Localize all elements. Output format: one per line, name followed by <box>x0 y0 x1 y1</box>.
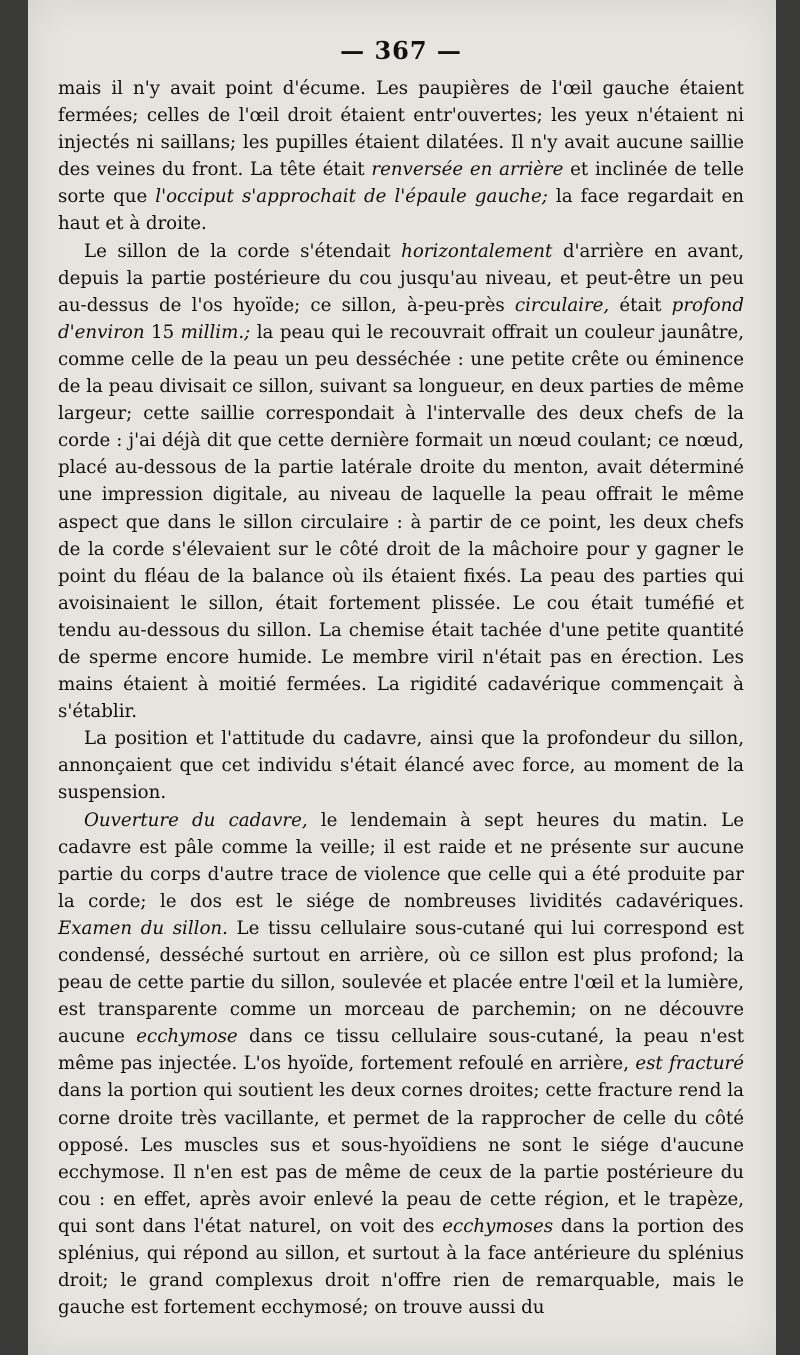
text-run: dans la portion qui soutient les deux cornes droites; cette fracture rend la corne droite très vacillante, et permet de la rapprocher de celle du côté opposé. Les muscles sus et sous-hyoïdiens ne sont le siége d'aucune ecchymose. Il n'en est pas de même de ceux de la partie postérieure du cou : en effet, après avoir enlevé la peau de cette région, et le trapèze, qui sont dans l'état naturel, on voit des <box>58 1080 744 1237</box>
text-run: dans ce tissu cellulaire sous-cutané, la peau n'est même pas injectée. L'os hyoïde, fortement refoulé en arrière, <box>58 1026 745 1075</box>
text-run: et inclinée de telle sorte que <box>58 159 744 208</box>
text-run: Le tissu cellulaire sous-cutané qui lui correspond est condensé, desséché surtout en arrière, où ce sillon est plus profond; la peau de cette partie du sillon, soulevée et placée entre l'œil et la lumière, est transparente comme un morceau de parchemin; on ne découvre aucune <box>58 917 745 1048</box>
italic-text: profond d'environ <box>58 294 744 343</box>
paragraph <box>58 75 744 238</box>
italic-text: est fracturé <box>635 1053 744 1075</box>
italic-text: horizontalement <box>401 240 553 262</box>
page-number: — 367 — <box>340 36 462 65</box>
italic-text: Ouverture du cadavre, <box>84 809 308 831</box>
italic-text: renversée en arrière <box>371 159 564 181</box>
italic-text: l'occiput s'approchait de l'épaule gauche; <box>155 186 548 208</box>
text-run: La position et l'attitude du cadavre, ainsi que la profondeur du sillon, annonçaient que cet individu s'était élancé avec force, au moment de la suspension. <box>58 728 744 804</box>
italic-text: circulaire, <box>514 294 610 316</box>
italic-text: millim.; <box>180 321 251 343</box>
page-content <box>58 28 744 1321</box>
text-run: d'arrière en avant, depuis la partie postérieure du cou jusqu'au niveau, et peut-être un peu au-dessus de l'os hyoïde; ce sillon, à-peu-près <box>58 240 745 316</box>
paragraph <box>58 238 744 726</box>
italic-text: ecchymose <box>136 1026 238 1048</box>
text-run: était <box>609 294 672 316</box>
text-run: la peau qui le recouvrait offrait un couleur jaunâtre, comme celle de la peau un peu desséchée : une petite crête ou éminence de la peau divisait ce sillon, suivant sa longueur, en deux parties de même largeur; cette saillie correspondait à l'intervalle des deux chefs de la corde : j'ai déjà dit que cette dernière formait un nœud coulant; ce nœud, placé au-dessous de la partie latérale droite du menton, avait déterminé une impression digitale, au niveau de laquelle la peau offrait le même aspect que dans le sillon circulaire : à partir de ce point, les deux chefs de la corde s'élevaient sur le côté droit de la mâchoire pour y gagner le point du fléau de la balance où ils étaient fixés. La peau des parties qui avoisinaient le sillon, était fortement plissée. Le cou était tuméfié et tendu au-dessous du sillon. La chemise était tachée d'une petite quantité de sperme encore humide. Le membre viril n'était pas en érection. Les mains étaient à moitié fermées. La rigidité cadavérique commençait à s'établir. <box>58 321 744 723</box>
body-text <box>58 75 744 1321</box>
paragraph <box>58 807 744 1322</box>
text-run: le lendemain à sept heures du matin. Le cadavre est pâle comme la veille; il est raide et ne présente sur aucune partie du corps d'autre trace de violence que celle qui a été produite par la corde; le dos est le siége de nombreuses lividités cadavériques. <box>58 809 744 912</box>
italic-text: Examen du sillon. <box>58 917 228 939</box>
italic-text: ecchymoses <box>442 1215 554 1237</box>
text-run: 15 <box>144 321 181 343</box>
document-page <box>28 0 776 1355</box>
text-run: la face regardait en haut et à droite. <box>58 186 744 235</box>
text-run: dans la portion des splénius, qui répond au sillon, et surtout à la face antérieure du splénius droit; le grand complexus droit n'offre rien de remarquable, mais le gauche est fortement ecchymosé; on trouve aussi du <box>58 1215 744 1319</box>
paragraph <box>58 725 744 806</box>
text-run: mais il n'y avait point d'écume. Les paupières de l'œil gauche étaient fermées; celles de l'œil droit étaient entr'ouvertes; les yeux n'étaient ni injectés ni saillans; les pupilles étaient dilatées. Il n'y avait aucune saillie des veines du front. La tête était <box>58 78 744 181</box>
text-run: Le sillon de la corde s'étendait <box>84 240 402 262</box>
